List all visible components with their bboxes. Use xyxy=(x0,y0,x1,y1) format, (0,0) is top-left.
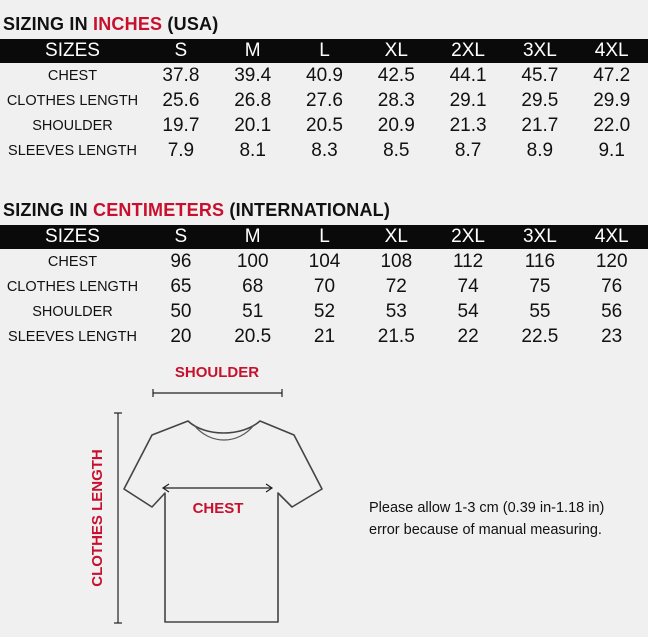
shoulder-arrow xyxy=(153,389,282,397)
table-row xyxy=(0,274,648,299)
header-cell: 4XL xyxy=(594,40,629,61)
row-label: CHEST xyxy=(47,253,98,270)
table-cell: 47.2 xyxy=(593,64,631,86)
table-cell: 112 xyxy=(452,250,484,272)
table-cell: 72 xyxy=(385,275,407,297)
table-cell: 21.3 xyxy=(449,114,487,136)
table-row xyxy=(0,299,648,324)
table-cell: 50 xyxy=(170,300,192,322)
table-cell: 104 xyxy=(308,250,341,272)
header-cell: 3XL xyxy=(522,226,557,247)
table-cell: 8.7 xyxy=(454,139,482,161)
table-cell: 21.7 xyxy=(521,114,559,136)
table-cell: 8.5 xyxy=(383,139,410,161)
table-cell: 26.8 xyxy=(234,89,272,111)
table-cell: 19.7 xyxy=(162,114,200,136)
table-cell: 28.3 xyxy=(377,89,415,111)
measurement-note xyxy=(369,497,604,541)
header-cell: 2XL xyxy=(451,226,485,247)
row-label: SHOULDER xyxy=(32,303,113,320)
table-cell: 74 xyxy=(457,275,479,297)
table-cell: 20.1 xyxy=(234,114,272,136)
table-cell: 8.3 xyxy=(311,139,338,161)
header-cell: M xyxy=(244,40,261,61)
length-arrow xyxy=(114,413,122,623)
table-cell: 23 xyxy=(601,325,623,347)
clothes-length-label: CLOTHES LENGTH xyxy=(89,449,106,587)
header-cell: 4XL xyxy=(594,226,629,247)
cm-title-suffix: (INTERNATIONAL) xyxy=(224,200,391,220)
table-cell: 56 xyxy=(601,300,623,322)
note-line: Please allow 1-3 cm (0.39 in-1.18 in) xyxy=(369,500,605,516)
cm-title-unit: CENTIMETERS xyxy=(93,200,225,220)
table-cell: 20.9 xyxy=(377,114,415,136)
table-cell: 42.5 xyxy=(377,64,415,86)
cm-table-header xyxy=(0,225,648,249)
table-cell: 29.1 xyxy=(449,89,487,111)
table-cell: 100 xyxy=(236,250,269,272)
table-cell: 9.1 xyxy=(598,139,625,161)
header-cell: S xyxy=(174,40,188,61)
row-label: SHOULDER xyxy=(32,117,113,134)
header-cell: 2XL xyxy=(451,40,485,61)
table-cell: 75 xyxy=(529,275,551,297)
table-cell: 120 xyxy=(595,250,628,272)
table-cell: 96 xyxy=(170,250,192,272)
tshirt-outline xyxy=(124,421,322,622)
row-label: CHEST xyxy=(47,67,98,84)
table-cell: 54 xyxy=(457,300,479,322)
table-cell: 25.6 xyxy=(162,89,200,111)
table-row xyxy=(0,88,648,113)
note-line: error because of manual measuring. xyxy=(369,522,602,538)
table-row xyxy=(0,63,648,88)
chest-arrow xyxy=(163,484,272,492)
table-cell: 7.9 xyxy=(167,139,195,161)
inches-table-header xyxy=(0,39,648,63)
inches-title-suffix: (USA) xyxy=(162,14,219,34)
header-cell: SIZES xyxy=(45,226,100,247)
header-cell: S xyxy=(174,226,188,247)
table-cell: 22.5 xyxy=(521,325,559,347)
table-row xyxy=(0,113,648,138)
table-cell: 29.9 xyxy=(593,89,631,111)
table-cell: 29.5 xyxy=(521,89,559,111)
header-cell: XL xyxy=(384,40,408,61)
inches-size-table xyxy=(0,39,648,163)
table-cell: 37.8 xyxy=(162,64,200,86)
cm-title-prefix: SIZING IN xyxy=(3,200,94,220)
table-cell: 21.5 xyxy=(377,325,415,347)
table-cell: 52 xyxy=(313,300,336,322)
row-label: SLEEVES LENGTH xyxy=(8,328,137,345)
table-cell: 108 xyxy=(380,250,413,272)
shoulder-label: SHOULDER xyxy=(174,364,260,381)
header-cell: L xyxy=(319,40,330,61)
inches-title-unit: INCHES xyxy=(93,14,163,34)
header-cell: 3XL xyxy=(522,40,557,61)
header-cell: L xyxy=(319,226,330,247)
table-cell: 116 xyxy=(524,250,556,272)
inches-title-prefix: SIZING IN xyxy=(3,14,94,34)
cm-size-table xyxy=(0,225,648,349)
table-cell: 20.5 xyxy=(306,114,343,136)
table-cell: 40.9 xyxy=(306,64,343,86)
table-cell: 39.4 xyxy=(234,64,272,86)
chest-label: CHEST xyxy=(192,500,244,517)
table-cell: 20 xyxy=(170,325,192,347)
table-row xyxy=(0,324,648,349)
table-cell: 45.7 xyxy=(521,64,559,86)
table-cell: 53 xyxy=(385,300,407,322)
table-row xyxy=(0,138,648,163)
header-cell: XL xyxy=(384,226,408,247)
table-cell: 70 xyxy=(313,275,336,297)
table-cell: 51 xyxy=(242,300,264,322)
table-cell: 55 xyxy=(529,300,551,322)
tshirt-measurement-diagram xyxy=(0,355,648,637)
table-cell: 65 xyxy=(170,275,192,297)
table-cell: 68 xyxy=(242,275,264,297)
row-label: SLEEVES LENGTH xyxy=(8,142,137,159)
table-cell: 76 xyxy=(601,275,623,297)
header-cell: M xyxy=(244,226,261,247)
table-cell: 8.1 xyxy=(239,139,266,161)
table-cell: 21 xyxy=(313,325,336,347)
table-cell: 22 xyxy=(457,325,479,347)
table-cell: 8.9 xyxy=(526,139,554,161)
table-cell: 27.6 xyxy=(306,89,343,111)
row-label: CLOTHES LENGTH xyxy=(6,278,139,295)
cm-section-title xyxy=(3,200,390,221)
table-row xyxy=(0,249,648,274)
header-cell: SIZES xyxy=(45,40,100,61)
table-cell: 20.5 xyxy=(234,325,272,347)
table-cell: 22.0 xyxy=(593,114,631,136)
inches-section-title xyxy=(3,14,218,35)
table-cell: 44.1 xyxy=(449,64,487,86)
row-label: CLOTHES LENGTH xyxy=(6,92,139,109)
